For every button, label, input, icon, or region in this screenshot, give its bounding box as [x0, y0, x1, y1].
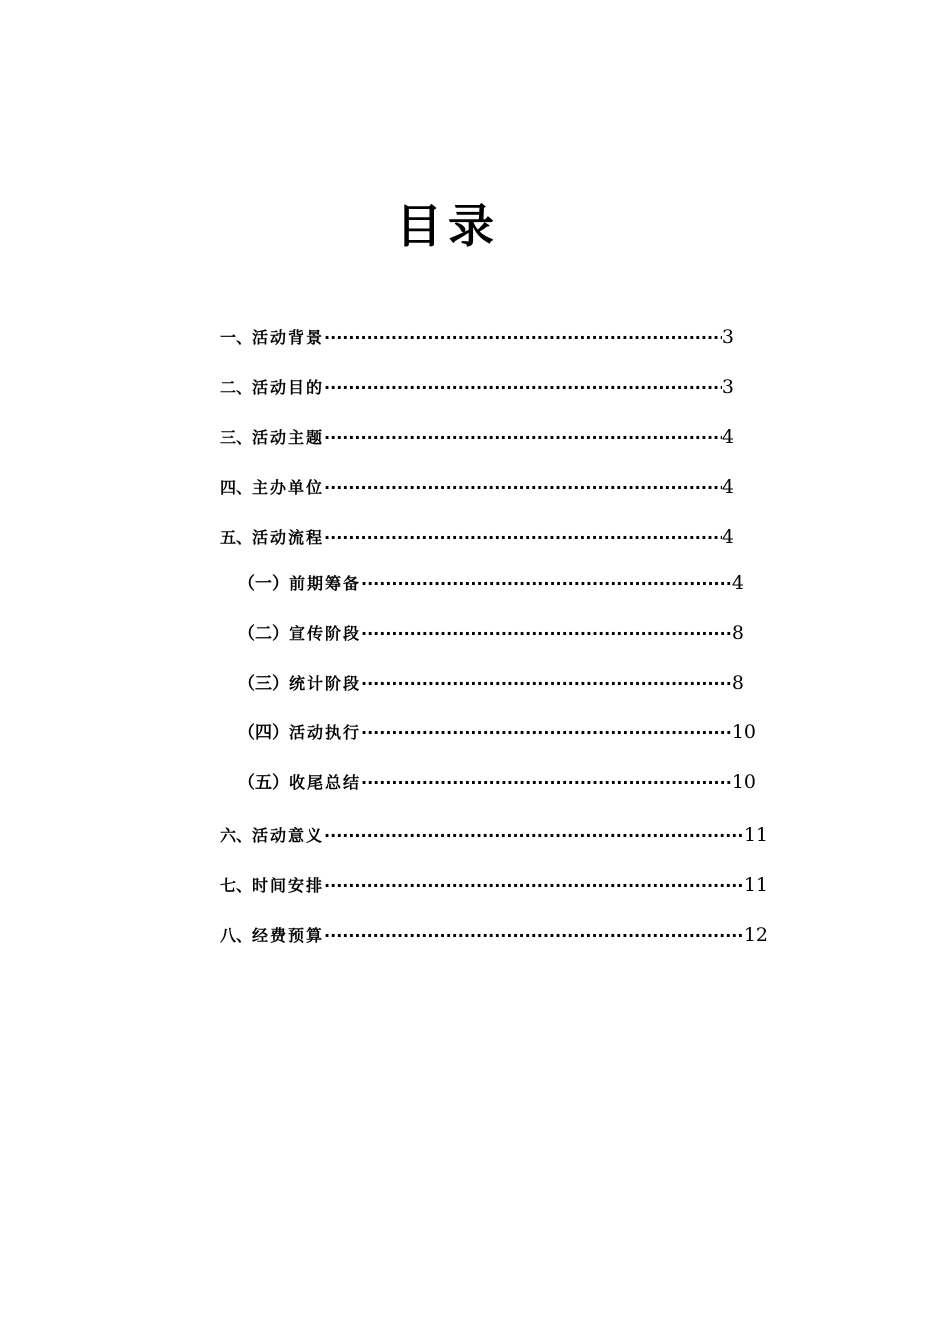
toc-entry-title: 收尾总结 — [289, 773, 362, 792]
toc-entry-number: 五、 — [220, 528, 253, 547]
toc-entry-page: 10 — [731, 721, 756, 743]
toc-dot-leader — [324, 423, 722, 453]
toc-entry-3[interactable] — [220, 422, 734, 452]
toc-subentry-5[interactable] — [238, 767, 756, 797]
toc-entry-number: 一、 — [220, 328, 253, 347]
toc-entry-title: 主办单位 — [252, 478, 325, 497]
toc-entry-number: 八、 — [220, 926, 253, 945]
toc-dot-leader — [324, 523, 722, 553]
toc-entry-page: 3 — [721, 376, 734, 398]
toc-entry-title: 活动意义 — [252, 826, 325, 845]
toc-subentry-1[interactable] — [238, 568, 744, 598]
toc-entry-number: （二） — [238, 624, 289, 644]
toc-entry-page: 8 — [731, 622, 744, 644]
toc-dot-leader — [361, 569, 732, 599]
toc-dot-leader — [324, 871, 744, 901]
toc-entry-number: 四、 — [220, 478, 253, 497]
toc-entry-title: 前期筹备 — [289, 574, 362, 593]
toc-entry-number: 二、 — [220, 378, 253, 397]
toc-entry-title: 时间安排 — [252, 876, 325, 895]
toc-entry-page: 12 — [743, 924, 768, 946]
toc-entry-title: 活动主题 — [252, 428, 325, 447]
toc-entry-page: 10 — [731, 771, 756, 793]
toc-entry-5[interactable] — [220, 522, 734, 552]
toc-entry-2[interactable] — [220, 372, 734, 402]
toc-subentry-3[interactable] — [238, 668, 744, 698]
toc-entry-page: 11 — [743, 874, 768, 896]
toc-entry-title: 经费预算 — [252, 926, 325, 945]
toc-entry-page: 3 — [721, 326, 734, 348]
toc-subentry-4[interactable] — [238, 717, 756, 747]
toc-entry-number: （一） — [238, 574, 289, 594]
toc-entry-title: 活动执行 — [289, 723, 362, 742]
toc-entry-number: （三） — [238, 674, 289, 694]
toc-dot-leader — [324, 373, 722, 403]
toc-entry-number: （五） — [238, 773, 289, 793]
toc-subentry-2[interactable] — [238, 618, 744, 648]
toc-dot-leader — [361, 768, 732, 798]
toc-dot-leader — [361, 669, 732, 699]
toc-entry-4[interactable] — [220, 472, 734, 502]
toc-dot-leader — [324, 473, 722, 503]
toc-entry-page: 4 — [721, 426, 734, 448]
toc-entry-page: 4 — [731, 572, 744, 594]
toc-entry-number: 三、 — [220, 428, 253, 447]
toc-entry-page: 4 — [721, 526, 734, 548]
toc-entry-title: 活动流程 — [252, 528, 325, 547]
toc-entry-number: 六、 — [220, 826, 253, 845]
toc-dot-leader — [324, 323, 722, 353]
toc-dot-leader — [361, 718, 732, 748]
toc-entry-1[interactable] — [220, 322, 734, 352]
toc-dot-leader — [324, 921, 744, 951]
toc-entry-title: 统计阶段 — [289, 674, 362, 693]
toc-entry-title: 活动背景 — [252, 328, 325, 347]
toc-entry-title: 宣传阶段 — [289, 624, 362, 643]
page-title: 目录 — [396, 199, 500, 253]
toc-entry-title: 活动目的 — [252, 378, 325, 397]
toc-dot-leader — [361, 619, 732, 649]
toc-entry-page: 11 — [743, 824, 768, 846]
toc-entry-page: 4 — [721, 476, 734, 498]
toc-entry-number: （四） — [238, 723, 289, 743]
toc-entry-page: 8 — [731, 672, 744, 694]
toc-dot-leader — [324, 821, 744, 851]
toc-entry-7[interactable] — [220, 870, 768, 900]
toc-entry-number: 七、 — [220, 876, 253, 895]
toc-entry-8[interactable] — [220, 920, 768, 950]
toc-entry-6[interactable] — [220, 820, 768, 850]
